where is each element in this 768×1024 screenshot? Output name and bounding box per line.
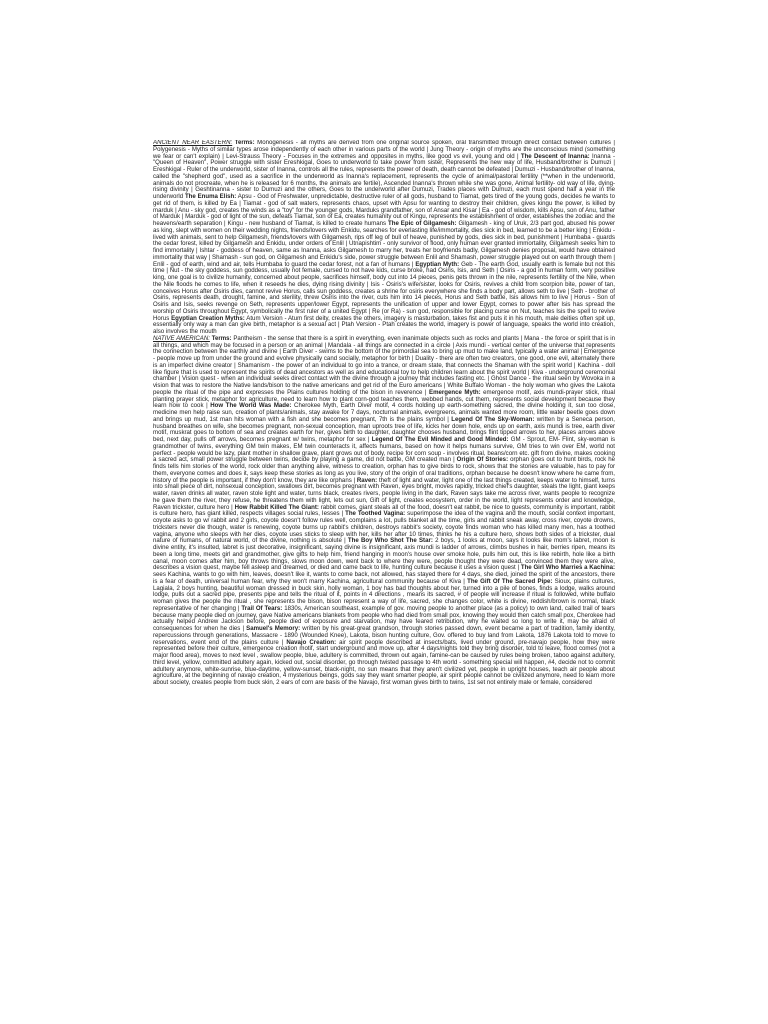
- bold-term: Egyptian Myth:: [415, 260, 460, 268]
- document-page: [153, 140, 615, 880]
- body-text: orphan goes out to hunt birds, rock he finds tells him stories of the world, rock older than anything alive, witness to creation, orphan has to give birds to rock, shows that the stories are valuable, has to pay for them, everyone comes and does it, says keep these stories as long as you live, story of the origin of oral traditions, orphan because he doesn't know where he came from, history of the people is important, if they don't know, they are like orphans |: [153, 456, 615, 484]
- bold-term: The Girl Who Marries a Kachina:: [520, 564, 615, 572]
- body-text: Geb - The earth God, usually earth is female but not this time | Nut - the sky goddess, sun goddess, usually not female, cursed to not have kids, curse broke, had Osiris, Isis, and Seth | Osiris - a god in human form, very positive king, one goal is to civilize humanity, concerned about people, sacrifices himself, body cut into 14 pieces, penis gets thrown in the nile, represents fertility of the Nile, when the Nile floods he comes to life, when it reseeds he dies, dying rising divinity | Isis - Osiris's wife/sister, looks for Osiris, revives a child from scorpion bite, power of tan, conceives Horus after Osiris dies, cannot revive Horus, calls sun goddess, creates a shrine for osiris everywhere she finds a body part, allows seth to live | Seth - brother of Osiris, represents death, drought, famine, and sterility, threw Osiris into the river, cuts him into 14 pieces, Horus and Seth battle, Isis allows him to live | Horus - Son of Osiris and Isis, seeks revenge on Seth, represents upper/lower Egypt, represents the unification of upper and lower Egypt, comes to power after Isis has spread the worship of Osiris throughout Egypt, symbolically the first ruler of a united Egypt | Re (or Ra) - sun god, responsible for placing curse on Nut, teaches Isis the spell to revive Horus: [153, 260, 615, 322]
- body-text: superimpose the idea of the vagina and the mouth, social context important, coyote asks to go w/ rabbit and 2 girls, coyote doesn't follow rules well, complains a lot, pulls blanket all the time, girls and rabbit sneak away, cross river, coyote drowns, tricksters never die though, water is renewing, coyote burns up rabbit's children, destroys rabbit's society, coyote finds woman who has killed many men, has a toothed vagina, anyone who sleeps with her dies, coyote uses sticks to sleep with her, kills her after 10 times, thinks he his a culture hero, shows both sides of a trickster, dual nature of humans, of natural world, of the divine, nothing is absolute |: [153, 510, 615, 545]
- section-body: [153, 335, 615, 686]
- bold-term: Terms:: [234, 140, 255, 146]
- body-text: theft of light and water, light one of the last things created, keeps water to himself, turns into small piece of dirt, nonsexual conception, swallows dirt, becomes pregnant with Raven, eyes bright, moves rapidly, tricked chief's daughter, steals the light, giant keeps water, raven drinks all water, raven stole light and water, turns black, creates rivers, people living in the dark, Raven says take me across river, wants people to recognize he gave them the river, they refuse, he threatens them with light, lets out sun, Gift of light, creates ecosystem, order in the world, light represents order and knowledge, Raven trickster, culture hero |: [153, 476, 615, 511]
- bold-term: Samuel's Memory:: [246, 625, 301, 632]
- body-text: GM - Sprout, EM- Flint, sky-woman is grandmother of twins, everything GM twin makes, EM twin counteracts it, affects humans, based on how it helps humans survive, GM tries to win over EM, world not perfect - people would be lazy, plant mother in shallow grave, plant grows out of body, recipe for corn soup - involves ritual, beans/corn etc. gift from divine, makes cooking a sacred act, small power struggle between twins, decide by playing a game, did not battle, GM created man |: [153, 436, 615, 464]
- body-text: Monogenesis - all myths are derived from one original source spoken, oral transmitted through direct contact between cultures | Polygenesis - Myths of similar types arose independently of each other in various parts of the world | Jung Theory - origin of myths are the unconscious mind (something we fear or can't explain) | Levi-Strauss Theory - Focuses in the extremes and opposites in myths, like good vs evil, young and old |: [153, 140, 615, 160]
- body-text: rabbit comes, giant steals all of the food, doesn't eat rabbit, be nice to guests, community is important, rabbit is culture hero, has giant killed, respects villages social rules, Iesses |: [153, 503, 615, 518]
- body-text: sees Kachina, wants to go with him, leaves, doesn't like it, wants to come back, not allowed, has stayed there for 4 days, she died, joined the spirit of the ancestors, there is a fear of death, universal human fear, why they won't marry Kachina, agricultural community because of Kiva |: [153, 571, 615, 585]
- section-heading: ANCIENT NEAR EASTERN:: [153, 140, 233, 146]
- body-text: Inanna - "Queen of Heaven", Power struggle with sister Ereshkigal, Goes to underworld to take power from sister, Represents the new way of life, Husband/brother is Dumuzi | Ereshkigal - Ruler of the underworld, sister of Inanna, controls all the rules, represents the power of death, death cannot be defeated | Dumuzi - Husband/brother of Inanna, called the "shepherd god", used as a sacrifice in the underworld as Inanna's replacement, represents the cycle of animal/pastoral fertility (**when in the underworld, animals do not procreate, when he is released for 6 months, the animals are fertile), Ascended Inanna's thrown while she was gone, Animal fertility- old way of life, dying-rising divinity | Geshtinanna - sister to Dumuzi and the others, Goes to the underworld after Dumuzi, Trades places with Dumuzi, each must spend half a year in the underworld: [153, 152, 615, 200]
- bold-term: Emergence Myth:: [429, 388, 481, 396]
- section-heading: NATIVE AMERICAN:: [153, 334, 210, 342]
- body-text: written by a Seneca person, husband breathes on wife, she becomes pregnant, non-sexual conception, man uproots tree of life, kicks her down hole, ends up on earth, axis mundi is tree, earth diver motif, muskrat goes to bottom of sea and creates earth for her, gives birth to daughter, daughter chooses husband, brings flint tipped arrows to her, places arrows above bed, next day, pulls off arrows, becomes pregnant w/ twins, metaphor for sex |: [153, 415, 615, 443]
- body-text: Sioux, plains cultures, Lagiala, 2 boys hunting, beautiful woman dressed in buck skin, holly woman, 1 boy has bad thoughts about her, turned into a pile of bones, finds a lodge, walks around lodge, pulls out a sacred pipe, presents pipe and tells the ritual of it, points in 4 directions , means its sacred, # of people will increase if ritual is followed, white buffalo woman gives the people the ritual , she represents the bison, bison represent a way of life, sacred, she changes color, white is divine, reddish/brown is normal, black representative of her changing |: [153, 577, 615, 612]
- bold-term: How Rabbit Killed The Giant:: [234, 503, 319, 511]
- bold-term: Raven:: [356, 476, 378, 484]
- bold-term: Navajo Creation:: [286, 638, 337, 646]
- body-text: written by his great-great grandson, through stories passed down, event became a part of tradition, family identity, repercussions through generations, Massacre - 1890 (Wounded Knee), Lakota, bison hunting culture, Gov. offered to buy land from Lakota, 1876 Lakota told to move to reservations, event end of the plains culture |: [153, 625, 615, 646]
- body-text: Atum Version - Atum first deity, creates the others, imagery is masturbation, takes fist and puts it in his mouth, male deities often spit up, essentially only way a man can give birth, metaphor is a sexual act | Ptah Version - Ptah creates the world, imagery is power of language, speaks the world into creation, also involves the mouth: [153, 314, 615, 335]
- bold-term: Terms:: [211, 334, 232, 342]
- bold-term: Egyptian Creation Myths:: [171, 314, 245, 322]
- body-text: Cherokee Myth, Earth Diver motif, 4 cords holding up earth-something sacred, the divine holding it, sun too close, medicine men help raise sun, creation of plants/animals, stay awake for 7 days, nocturnal animals, evergreens, animals wanted more room, little water beetle goes down and brings up mud, 1st man hits woman with a fish and she becomes pregnant, 7th is the plains symbol |: [153, 402, 615, 423]
- bold-term: Legend Of The Evil Minded and Good Minded:: [371, 436, 509, 443]
- body-text: emergence motif, axis mundi-prayer stick, ritual planting prayer stick, metaphor for agriculture, need to learn how to plant corn-god teaches them, webbed hands, cut them, represents social development because they learn how to cook |: [153, 388, 615, 410]
- body-text: 2 boys, 1 looks at moon, says it looks like mom's labret, moon is divine entity, it's insulted, labret is just decorative, insignificant, saying divine is insignificant, axis mundi is ladder of arrows, climbs bushes in hair, berries ripen, means its been a long time, meets girl and grandmother, give gifts to help him, friend hanging in moon's house over smoke hole, pulls him out, this is like rebirth, hole like a birth canal, moon comes after him, boy throws things, slows moon down, went back to where they were, people thought they were dead, convinced them they were alive, describes a vision quest, maybe fell asleep and dreamed, or died and came back to life, hunting culture because it uses a vision quest |: [153, 537, 615, 572]
- body-text: air spirit people described at insects/bats, lived under ground, pre-navajo people, how they were represented before their culture, emergence creation motif, start underground and move up, after 4 days/nights told they bring disorder, told to leave, flood comes (not a major flood area), moves to next level , swallow people, blue, adultery is committed, thrown out again, famine-can be caused by rules being broken, taboo against adultery, third level, yellow, committed adultery again, kicked out, social disorder, go through twisted passage to 4th world - something special will happen, #4, decide not to commit adultery anymore, white-sunrise, blue-daytime, yellow-sunset, black-night, no sun means that they aren't civilized yet, people in upright houses, teach air people about agriculture, at the beginning of navajo creation, 4 mysterious beings, gods say they want smarter people, air spirit people cannot be civilized anymore, need to learn more about society, creates people from buck skin, 2 ears of corn are basis of the Navajo, first woman gives birth to twins, 1st set not entirely male or female, considered: [153, 638, 615, 686]
- body-text: Pantheism - the sense that there is a spirit in everything, even inanimate objects such as rocks and plants | Mana - the force or spirit that is in all things, and which may be focused in a person or an animal | Mandala - all things are connected in a circle | Axis mundi - vertical center of the universe that represents the connection between the earthly and divine | Earth Diver - swims to the bottom of the primordial sea to bring up mud to make land, typically a water animal | Emergence - people move up from under the ground and evolve physically cand socially, metaphor for birth | Duality - there are often two creators, one good, one evil, alternately there is an imperfect divine creator | Shamanism - the power of an individual to go into a trance, or dream state, that connects the Shaman with the spirit world | Kachina - doll like figure that is used to represent the spirits of dead ancestors as well as and educational toy to help children learn about the spirit world | Kiva - underground ceremonial chamber | Vision quest - when an individual seeks direct contact with the divine through a journey that includes fasting etc. | Ghost Dance - the ritual seen by Wovoka in a vision that was to restore the Native lands/bison to the native americans and get rid of the Euro americans | White Buffalo Woman - the holy woman who gives the Lakota people the ritual of the pipe and expresses the Plains cultures holding of the bison in reverence |: [153, 334, 615, 396]
- bold-term: The Descent of Inanna:: [520, 152, 590, 160]
- bold-term: The Toothed Vagina:: [345, 510, 406, 518]
- body-text: Gilgamesh - king of Uruk, 2/3 part god, abused his power as king, slept with women on their wedding nights, friends/lovers with Enkidu, searches for everlasting life/immortality, dies sick in bed, learned to be a better king | Enkidu - lived with animals, sent to help Gilgamesh, friends/lovers with Gilgamesh, rips off leg of bull of heave, punished by gods, dies sick in bed, punishment | Humbaba - guards the cedar forest, killed by Gilgamesh and Enkidu, under orders of Enlil | Utnapishtim - only survivor of flood, only human ever granted immortality, Gilgamesh seeks him to find immortality | Ishtar - goddess of heaven, same as Inanna, asks Gilgamesh to marry her, treats her boyfriends badly, Gilgamesh denies proposal, would have obtained immortality that way | Shamash - sun god, on Gilgamesh and Enkidu's side, power struggle between Enlil and Shamash, power struggle played out on earth through them | Enlil - god of earth, wind and air, tells Humbaba to guard the cedar forest, not a fan of humans |: [153, 220, 615, 268]
- bold-term: The Gift Of The Sacred Pipe:: [467, 577, 553, 585]
- section-ancient-near-eastern: [153, 140, 615, 336]
- body-text: Apsu - God of Freshwater, unpredictable, destructive ruler of all gods, husband to Tiamat, gets tired of the young gods, decides he wants to get rid of them, is killed by Ea | Tiamat - god of salt waters, represents chaos, upset with Apsu for wanting to destroy their children, gives kingu the power, is killed by marduk | Anu - sky god, creates the winds as a "toy" for the younger gods, Marduks grandfather, son of Ansar and Kisar | Ea - god of wisdom, kills Apsu, son of Anu, father of Marduk | Marduk - god of light of the sun, defeats Tiamat, son of Ea, creates humanity out of Kingu, represents the establishment of order, establishes the zodiac and the heavens/earth separation | Kingu - new husband of Tiamat, is killed to create humans: [153, 193, 615, 227]
- section-native-american: [153, 336, 615, 687]
- bold-term: The Enuma Elish:: [184, 193, 237, 200]
- section-body: [153, 140, 615, 335]
- bold-term: Legend Of The Sky-Woman:: [451, 415, 535, 423]
- bold-term: The Boy Who Shot The Star:: [347, 537, 433, 545]
- bold-term: How The World Was Made:: [210, 402, 292, 410]
- body-text: 1830s, American southeast, example of gov. moving people to another place (as a policy) to own land, called trail of tears because many people died on journey, gave Native americans blankets from people who had died from small pox, knowing they would then catch small pox, Cherokee had actually helped Andrew Jackson before, people died of exposure and starvation, may have feared retribution, why he waited so long to write it, may be afraid of consequences for when he dies |: [153, 604, 615, 632]
- bold-term: Origin Of Stories:: [456, 456, 509, 464]
- bold-term: The Epic of Gilgamesh:: [388, 220, 457, 227]
- bold-term: Trail Of Tears:: [241, 604, 283, 612]
